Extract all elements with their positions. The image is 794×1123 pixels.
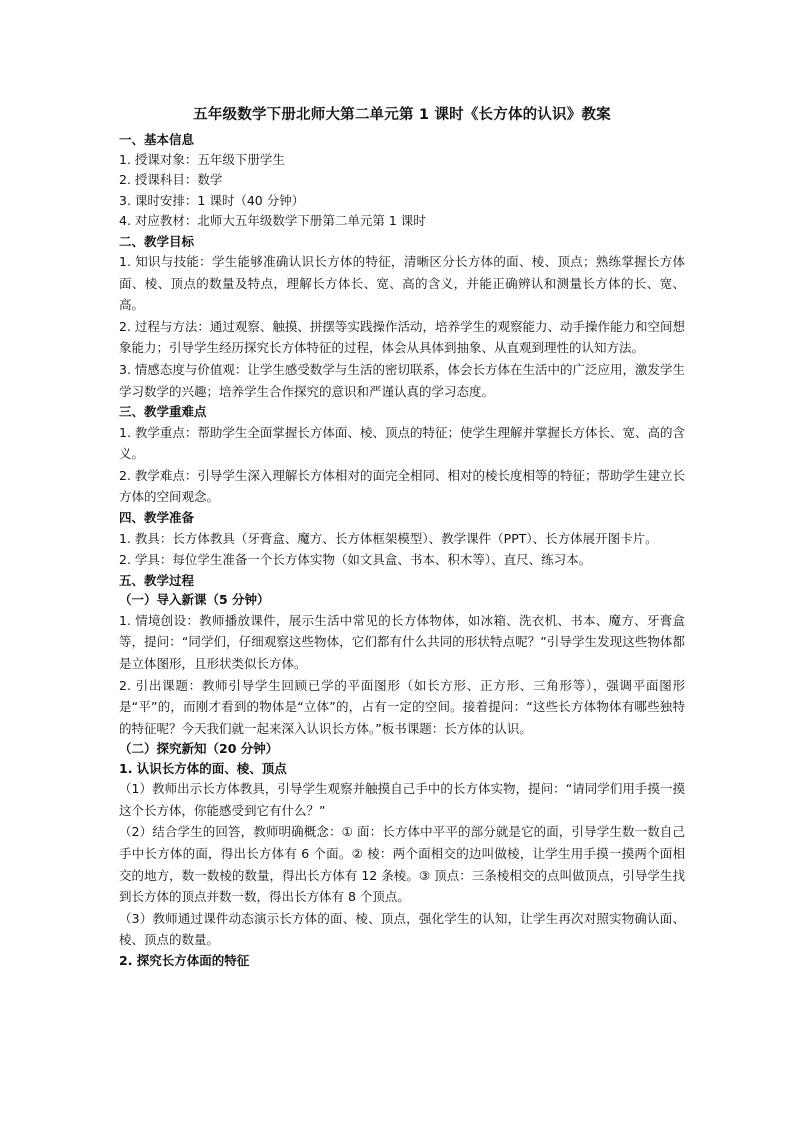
section-heading-process: 五、教学过程 xyxy=(119,572,195,588)
basic-info-item: 4. 对应教材：北师大五年级数学下册第二单元第 1 课时 xyxy=(119,213,426,228)
intro-paragraph: 1. 情境创设：教师播放课件，展示生活中常见的长方体物体，如冰箱、洗衣机、书本、魔方、牙膏盒等，提问：“同学们，仔细观察这些物体，它们都有什么共同的形状特点呢？”引导学生发现这些物体都是立体图形，且形状类似长方体。 xyxy=(119,612,685,671)
basic-info-item: 1. 授课对象：五年级下册学生 xyxy=(119,151,285,167)
intro-paragraph: 2. 引出课题：教师引导学生回顾已学的平面图形（如长方形、正方形、三角形等），强调平面图形是“平”的，而刚才看到的物体是“立体”的，占有一定的空间。接着提问：“这些长方体物体有哪些独特的特征呢？今天我们就一起来深入认识长方体。”板书课题：长方体的认识。 xyxy=(119,677,685,736)
subsection-heading-intro: （一）导入新课（5 分钟） xyxy=(119,592,270,608)
topic-heading-faces-edges-vertices: 1. 认识长方体的面、棱、顶点 xyxy=(119,760,287,776)
explore-paragraph: （1）教师出示长方体教具，引导学生观察并触摸自己手中的长方体实物，提问：“请同学们用手摸一摸这个长方体，你能感受到它有什么？” xyxy=(119,781,685,818)
document-title: 五年级数学下册北师大第二单元第 1 课时《长方体的认识》教案 xyxy=(193,107,611,123)
prep-paragraph: 2. 学具：每位学生准备一个长方体实物（如文具盒、书本、积木等）、直尺、练习本。 xyxy=(119,552,592,568)
goal-paragraph: 2. 过程与方法：通过观察、触摸、拼摆等实践操作活动，培养学生的观察能力、动手操作能力和空间想象能力；引导学生经历探究长方体特征的过程，体会从具体到抽象、从直观到理性的认知方法。 xyxy=(119,318,685,356)
goal-paragraph: 3. 情感态度与价值观：让学生感受数学与生活的密切联系，体会长方体在生活中的广泛应用，激发学生学习数学的兴趣；培养学生合作探究的意识和严谨认真的学习态度。 xyxy=(119,361,685,399)
document-body xyxy=(119,104,685,971)
section-heading-prep: 四、教学准备 xyxy=(119,510,195,526)
keypoint-paragraph: 2. 教学难点：引导学生深入理解长方体相对的面完全相同、相对的棱长度相等的特征；帮助学生建立长方体的空间观念。 xyxy=(119,467,685,505)
basic-info-item: 3. 课时安排：1 课时（40 分钟） xyxy=(119,192,305,208)
explore-paragraph: （3）教师通过课件动态演示长方体的面、棱、顶点，强化学生的认知，让学生再次对照实物确认面、棱、顶点的数量。 xyxy=(119,910,685,948)
basic-info-item: 2. 授课科目：数学 xyxy=(119,172,223,187)
section-heading-keypoints: 三、教学重难点 xyxy=(119,404,207,420)
subsection-heading-explore: （二）探究新知（20 分钟） xyxy=(119,741,279,757)
topic-heading-face-features: 2. 探究长方体面的特征 xyxy=(119,953,250,969)
goal-paragraph: 1. 知识与技能：学生能够准确认识长方体的特征，清晰区分长方体的面、棱、顶点；熟练掌握长方体面、棱、顶点的数量及特点，理解长方体长、宽、高的含义，并能正确辨认和测量长方体的长、宽、高。 xyxy=(119,254,685,313)
section-heading-goals: 二、教学目标 xyxy=(119,233,195,249)
keypoint-paragraph: 1. 教学重点：帮助学生全面掌握长方体面、棱、顶点的特征；使学生理解并掌握长方体长、宽、高的含义。 xyxy=(119,424,685,462)
explore-paragraph: （2）结合学生的回答，教师明确概念：① 面：长方体中平平的部分就是它的面，引导学生数一数自己手中长方体的面，得出长方体有 6 个面。② 棱：两个面相交的边叫做棱，让学生用手摸一摸两个面相交的地方，数一数棱的数量，得出长方体有 12 条棱。③ 顶点：三条棱相交的点叫做顶点，引导学生找到长方体的顶点并数一数，得出长方体有 8 个顶点。 xyxy=(119,824,685,905)
prep-paragraph: 1. 教具：长方体教具（牙膏盒、魔方、长方体框架模型）、教学课件（PPT）、长方体展开图卡片。 xyxy=(119,530,658,546)
section-heading-basic-info: 一、基本信息 xyxy=(119,132,195,147)
